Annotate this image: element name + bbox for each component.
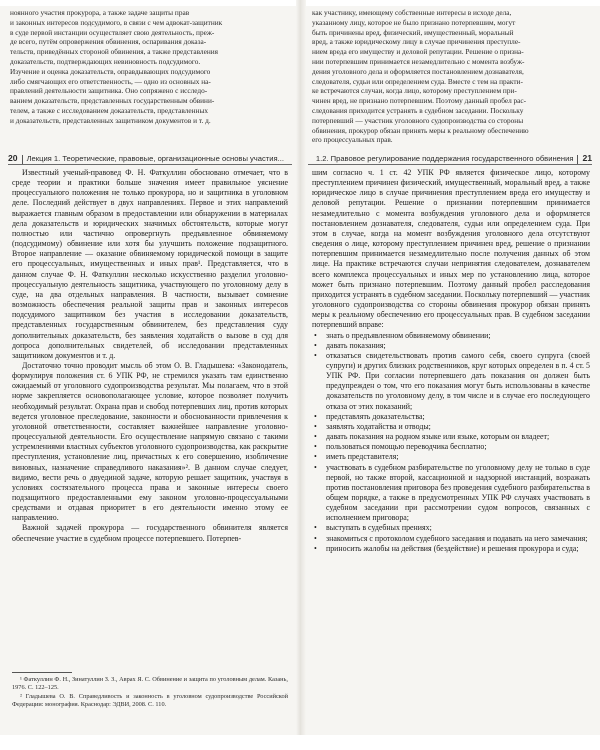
list-item: • давать показания;	[312, 341, 590, 351]
left-running-head	[8, 152, 292, 165]
footnote: ¹ Фаткуллин Ф. Н., Зинатуллин З. З., Аврах Я. С. Обвинение и защита по уголовным делам. Казань, 1976. С. 122–125.	[12, 676, 288, 692]
footnotes	[12, 672, 288, 710]
left-bleed-through-text	[10, 8, 292, 126]
header-separator	[22, 155, 23, 164]
bleed-line: следователя, судьи или определением суда. Вместе с тем на практи-	[312, 76, 523, 86]
left-body-text	[12, 168, 288, 544]
list-item: • представлять доказательства;	[312, 412, 590, 422]
right-page	[308, 0, 594, 750]
bleed-line: нии потерпевшим принимается незамедлительно с момента возбуж-	[312, 56, 525, 66]
bleed-line: его процессуальных прав.	[312, 135, 393, 145]
bleed-line: ванием доказательств, представленных государственным обвини-	[10, 96, 215, 106]
page-number: 20	[8, 153, 18, 163]
bleed-line: либо смягчающих его ответственность, — одно из основных на-	[10, 76, 211, 86]
footnote: ² Гладышева О. В. Справедливость и законность в уголовном судопроизводстве Российской Федерации: монография. Краснодар: ЭДВИ, 2008. С. 110.	[12, 693, 288, 709]
list-item: • заявлять ходатайства и отводы;	[312, 422, 590, 432]
bleed-line: нием вреда его имуществу и деловой репутации. Решение о призна-	[312, 47, 524, 57]
list-item: • давать показания на родном языке или языке, которым он владеет;	[312, 432, 590, 442]
paragraph: шим согласно ч. 1 ст. 42 УПК РФ является физическое лицо, которому преступлением причинен физический, имущественный, моральный вред, а также юридическое лицо в случае причинения преступлением вреда его имуществу и деловой репутации. Решение о признании потерпевшим принимается незамедлительно с момента возбуждения уголовного дела и оформляется постановлением дознавателя, следователя, судьи или определением суда. При этом в случае, когда на момент возбуждения уголовного дела отсутствуют сведения о лице, которому преступлением причинен вред, решение о признании потерпевшим принимается незамедлительно после получения данных об этом лице. На практике встречаются случаи непринятия следователем, дознавателем всего комплекса процессуальных и иных мер по установлению лица, которое может быть признано потерпевшим. Поэтому данный пробел расследования приходится устранять в судебном заседании. Поскольку потерпевший — участник уголовного судопроизводства со стороны обвинения прокурор обязан принять меры к реальному обеспечению его процессуальных прав. В судебном заседании потерпевший вправе:	[312, 168, 590, 330]
page-bottom-edge	[0, 735, 600, 750]
bleed-line: тельств, приведённых стороной обвинения, а также представления	[10, 47, 218, 57]
bleed-line: правлений деятельности защитника. Оно сопряжено с исследо-	[10, 86, 208, 96]
running-head-title: Лекция 1. Теоретические, правовые, организационные основы участия...	[26, 154, 284, 163]
paragraph: Известный ученый-правовед Ф. Н. Фаткуллин обосновано отмечает, что в среде теории и практики больше значения имеет правильное уяснение процессуального положения не только прокурора, но и защитника в уголовном деле. Последний действует в двух направлениях. Первое и этих направлений выражается главным образом в предоставлении или обнаружении в материалах дела доказательств и юридических значимых обстоятельств, которые могут полностью или частично опровергнуть предъявленное обвиняемому (подсудимому) обвинение или хотя бы улучшить положение подзащитного. Второе направление — оказание обвиняемому юридической помощи в защите его процессуальных, имущественных и иных прав¹. Представляется, что в данном случае Ф. Н. Фаткуллин несколько искусственно разделил уголовно-процессуальную деятельность защитника, участвующего по уголовному делу в суде, на два отдельных направления. В частности, вызывает сомнение возможность обеспечения реальной защиты прав и законных интересов подсудимого защитником без участия в исследовании доказательств, представленных государственным обвинителем, без представления суду дополнительных доказательств, без заявления ходатайств о вызове в суд для допроса дополнительных свидетелей, об исследовании представленных защитником документов и т. д.	[12, 168, 288, 360]
book-gutter	[296, 0, 306, 750]
right-bleed-through-text	[312, 8, 594, 145]
list-item: • выступать в судебных прениях;	[312, 523, 590, 533]
bleed-line: указанному лицу, которое не было признано потерпевшим, могут	[312, 17, 516, 27]
left-page	[6, 0, 292, 750]
header-separator	[577, 155, 578, 164]
bleed-line: чинен вред, не признано потерпевшим. Поэтому данный пробел рас-	[312, 96, 527, 106]
list-item: • отказаться свидетельствовать против самого себя, своего супруга (своей супруги) и других близких родственников, круг которых определен в п. 4 ст. 5 УПК РФ. При согласии потерпевшего дать показания он должен быть предупрежден о том, что его показания могут быть использованы в качестве доказательств по уголовному делу, в том числе и в случае его последующего отказа от этих показаний;	[312, 351, 590, 412]
bleed-line: доказательств, подтверждающих невиновность подсудимого.	[10, 56, 201, 66]
bleed-line: как участнику, имеющему собственные интересы в исходе дела,	[312, 8, 512, 17]
victim-rights-list	[312, 331, 590, 554]
bleed-line: ке встречаются случаи, когда лицо, которому преступлением при-	[312, 86, 517, 96]
bleed-line: быть причинены вред, физический, имущественный, моральный	[312, 27, 514, 37]
bleed-line: де всего, путём опровержения обвинения, оспаривания доказа-	[10, 37, 207, 47]
bleed-line: и доказательств, представленных защитником документов и т. д.	[10, 115, 211, 125]
bleed-line: телем, а также с исследованием доказательств, представленных	[10, 105, 209, 115]
bleed-line: потерпевший — участник уголовного судопроизводства со стороны	[312, 115, 524, 125]
list-item: • пользоваться помощью переводчика бесплатно;	[312, 442, 590, 452]
bleed-line: обвинения, прокурор обязан принять меры к реальному обеспечению	[312, 125, 529, 135]
bleed-line: вред, а также юридическому лицу в случае причинения преступле-	[312, 37, 521, 47]
right-body-text	[312, 168, 590, 554]
paragraph: Достаточно точно проводит мысль об этом О. В. Гладышева: «Законодатель, формулируя положения ст. 6 УПК РФ, не стремился указать там единственно ожидаемый от уголовного судопроизводства результат. Мы полагаем, что в этой норме закрепляется основополагающее условие, которое позволяет получить необходимый результат. Охрана прав и свобод потерпевших лиц, против которых ведется уголовное преследование, законности и обоснованности привлечения к уголовной ответственности, составляет важнейшее направление уголовно-процессуальной деятельности. Его осуществление напрямую связано с такими устремлениями властных субъектов уголовного судопроизводства, как раскрытие преступления, установление лиц, причастных к его совершению, изобличение виновных, назначение справедливого наказания»². В данном случае следует, видимо, вести речь о двуединой задаче, которую решает защитник, участвуя в условиях состязательного процесса права и законные интересы своего подзащитного предоставленными ему законом уголовно-процессуальными средствами и отдавая приоритет в его деятельности именно этому ее направлению.	[12, 360, 288, 523]
bleed-line: и законных интересов подсудимого, в связи с чем адвокат-защитник	[10, 17, 223, 27]
list-item: • иметь представителя;	[312, 452, 590, 462]
page-number: 21	[582, 153, 592, 163]
right-running-head	[308, 152, 592, 165]
paragraph: Важной задачей прокурора — государственного обвинителя является обеспечение участие в судебном процессе потерпевшего. Потерпев-	[12, 523, 288, 543]
bleed-line: следования приходится устранять в судебном заседании. Поскольку	[312, 105, 524, 115]
bleed-line: в суде первой инстанции осуществляет свою деятельность, преж-	[10, 27, 215, 37]
running-head-title: 1.2. Правовое регулирование поддержания государственного обвинения	[315, 154, 574, 163]
list-item: • приносить жалобы на действия (бездействие) и решения прокурора и суда;	[312, 544, 590, 554]
list-item: • знать о предъявленном обвиняемому обвинении;	[312, 331, 590, 341]
list-item: • знакомиться с протоколом судебного заседания и подавать на него замечания;	[312, 534, 590, 544]
bleed-line: дения уголовного дела и оформляется постановлением дознавателя,	[312, 66, 524, 76]
bleed-line: Изучение и оценка доказательств, оправдывающих подсудимого	[10, 66, 211, 76]
bleed-line: ноянного участия прокурора, а также задаче защиты прав	[10, 8, 190, 17]
list-item: • участвовать в судебном разбирательстве по уголовному делу не только в суде первой, но также второй, кассационной и надзорной инстанций, возражать против постановления приговора без проведения судебного разбирательства в общем порядке, а также в предусмотренных УПК РФ случаях участвовать в судебном заседании при рассмотрении судом вопросов, связанных с исполнением приговора;	[312, 463, 590, 524]
footnote-rule	[12, 672, 72, 673]
